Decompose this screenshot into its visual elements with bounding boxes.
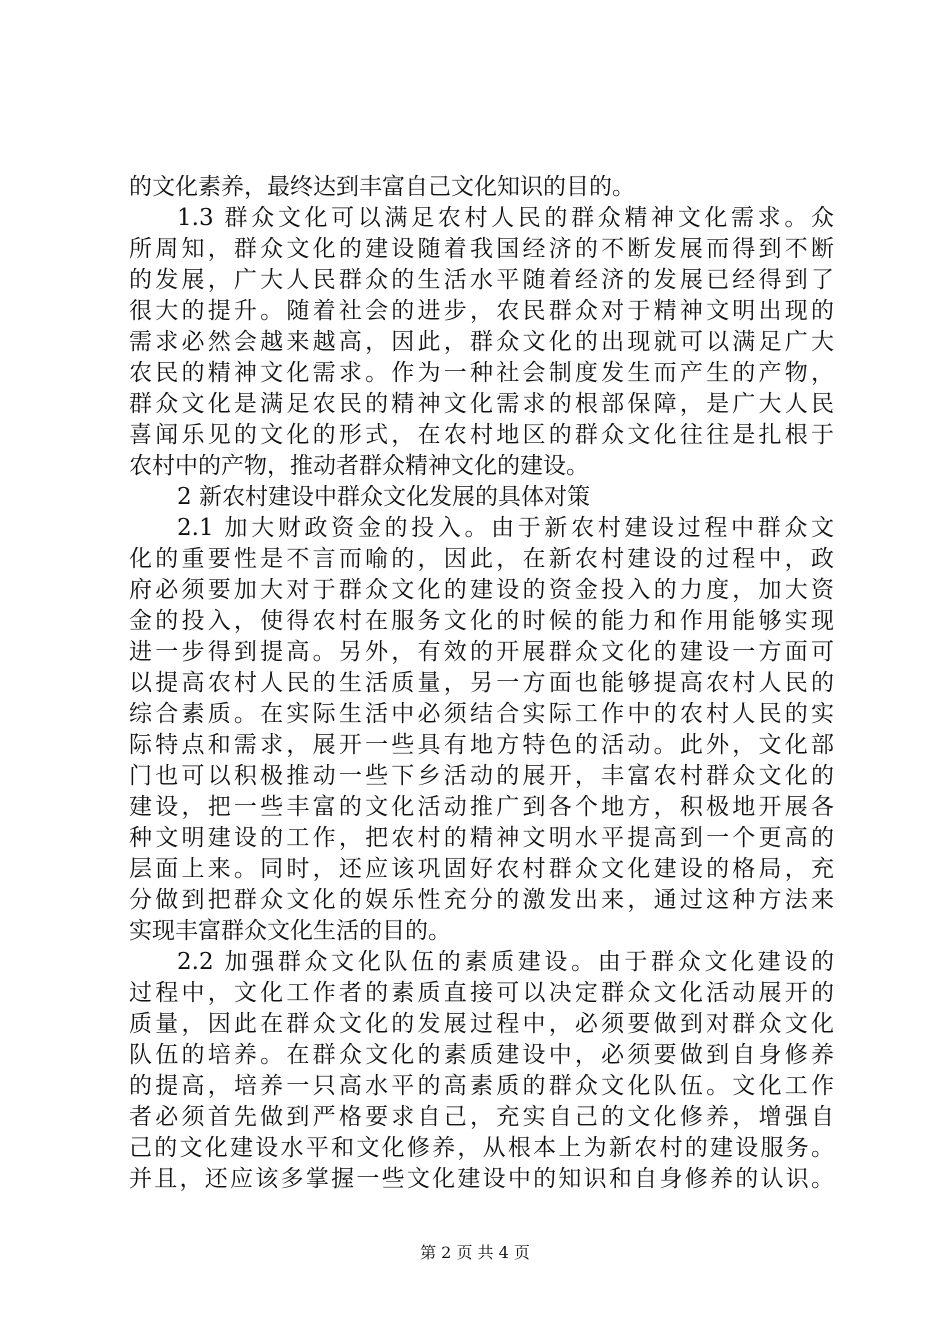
text-line: 进一步得到提高。另外，有效的开展群众文化的建设一方面可 xyxy=(129,639,834,665)
text-line: 实现丰富群众文化生活的目的。 xyxy=(129,918,451,944)
text-line: 2 新农村建设中群众文化发展的具体对策 xyxy=(177,484,590,510)
text-line: 综合素质。在实际生活中必须结合实际工作中的农村人民的实 xyxy=(129,701,834,727)
text-line: 者必须首先做到严格要求自己，充实自己的文化修养，增强自 xyxy=(129,1104,834,1130)
document-body xyxy=(129,172,834,1195)
text-line: 府必须要加大对于群众文化的建设的资金投入的力度，加大资 xyxy=(129,577,834,603)
text-line: 队伍的培养。在群众文化的素质建设中，必须要做到自身修养 xyxy=(129,1042,834,1068)
text-line: 的文化素养，最终达到丰富自己文化知识的目的。 xyxy=(129,174,635,200)
text-line: 群众文化是满足农民的精神文化需求的根部保障，是广大人民 xyxy=(129,391,834,417)
text-line: 很大的提升。随着社会的进步，农民群众对于精神文明出现的 xyxy=(129,298,834,324)
text-line: 层面上来。同时，还应该巩固好农村群众文化建设的格局，充 xyxy=(129,856,834,882)
text-line: 金的投入，使得农村在服务文化的时候的能力和作用能够实现 xyxy=(129,608,834,634)
text-line: 分做到把群众文化的娱乐性充分的激发出来，通过这种方法来 xyxy=(129,887,834,913)
text-line: 化的重要性是不言而喻的，因此，在新农村建设的过程中，政 xyxy=(129,546,834,572)
text-line: 需求必然会越来越高，因此，群众文化的出现就可以满足广大 xyxy=(129,329,834,355)
text-line: 己的文化建设水平和文化修养，从根本上为新农村的建设服务。 xyxy=(129,1135,834,1161)
text-line: 以提高农村人民的生活质量，另一方面也能够提高农村人民的 xyxy=(129,670,834,696)
text-line: 种文明建设的工作，把农村的精神文明水平提高到一个更高的 xyxy=(129,825,834,851)
text-line: 的发展，广大人民群众的生活水平随着经济的发展已经得到了 xyxy=(129,267,834,293)
text-line: 的提高，培养一只高水平的高素质的群众文化队伍。文化工作 xyxy=(129,1073,834,1099)
text-line: 门也可以积极推动一些下乡活动的展开，丰富农村群众文化的 xyxy=(129,763,834,789)
text-line: 农民的精神文化需求。作为一种社会制度发生而产生的产物， xyxy=(129,360,834,386)
text-line: 2.1 加大财政资金的投入。由于新农村建设过程中群众文 xyxy=(177,515,834,541)
text-line: 并且，还应该多掌握一些文化建设中的知识和自身修养的认识。 xyxy=(129,1166,834,1192)
text-line: 喜闻乐见的文化的形式，在农村地区的群众文化往往是扎根于 xyxy=(129,422,834,448)
text-line: 际特点和需求，展开一些具有地方特色的活动。此外，文化部 xyxy=(129,732,834,758)
text-line: 1.3 群众文化可以满足农村人民的群众精神文化需求。众 xyxy=(177,205,834,231)
text-line: 建设，把一些丰富的文化活动推广到各个地方，积极地开展各 xyxy=(129,794,834,820)
text-line: 所周知，群众文化的建设随着我国经济的不断发展而得到不断 xyxy=(129,236,834,262)
text-line: 过程中，文化工作者的素质直接可以决定群众文化活动展开的 xyxy=(129,980,834,1006)
text-line: 农村中的产物，推动者群众精神文化的建设。 xyxy=(129,453,589,479)
text-line: 质量，因此在群众文化的发展过程中，必须要做到对群众文化 xyxy=(129,1011,834,1037)
page-footer: 第 2 页 共 4 页 xyxy=(420,1243,530,1262)
text-line: 2.2 加强群众文化队伍的素质建设。由于群众文化建设的 xyxy=(177,949,834,975)
